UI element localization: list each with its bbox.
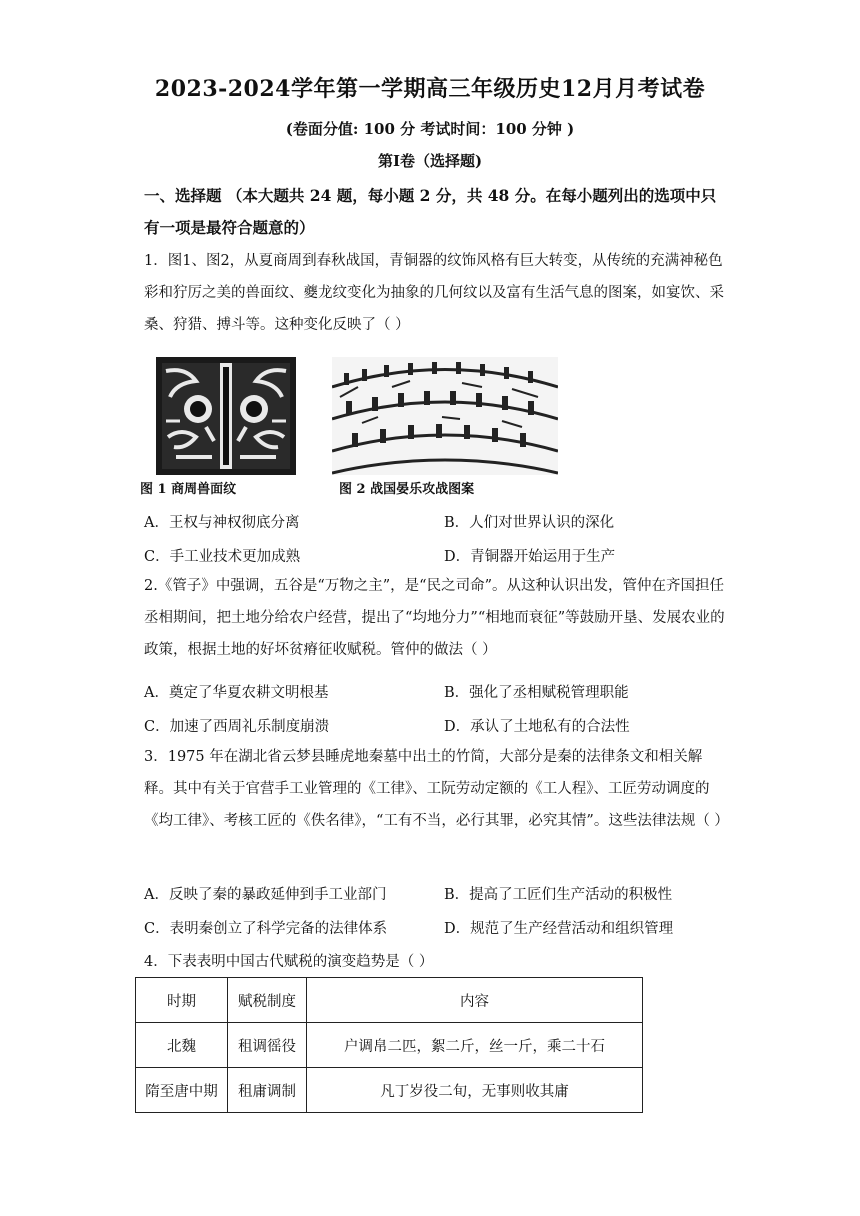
q2-option-b[interactable]: B．强化了丞相赋税管理职能 (444, 685, 629, 701)
tax-system-table (135, 977, 643, 1113)
question-1-stem: 1．图1、图2，从夏商周到春秋战国，青铜器的纹饰风格有巨大转变，从传统的充满神秘色彩和狞厉之美的兽面纹、夔龙纹变化为抽象的几何纹以及富有生活气息的图案，如宴饮、采桑、狩猎、搏斗等。这种变化反映了（ ） (144, 253, 724, 333)
q1-option-a[interactable]: A．王权与神权彻底分离 (144, 515, 300, 531)
q3-option-c[interactable]: C．表明秦创立了科学完备的法律体系 (144, 921, 388, 937)
table-header-cell: 赋税制度 (228, 978, 307, 1023)
exam-info: (卷面分值: 100 分 考试时间：100 分钟 ) (285, 120, 575, 138)
table-row (136, 1068, 643, 1113)
figure-1-beast-face-image (156, 357, 296, 475)
figure-2-banquet-battle-image (332, 357, 558, 475)
question-4-stem: 4．下表表明中国古代赋税的演变趋势是（ ） (144, 954, 434, 970)
q2-option-c[interactable]: C．加速了西周礼乐制度崩溃 (144, 719, 330, 735)
table-header-cell: 时期 (136, 978, 228, 1023)
section-intro: 一、选择题 （本大题共 24 题，每小题 2 分，共 48 分。在每小题列出的选项中只有一项是最符合题意的） (144, 186, 717, 237)
table-header-row (136, 978, 643, 1023)
table-cell: 北魏 (136, 1023, 228, 1068)
q2-option-d[interactable]: D．承认了土地私有的合法性 (444, 719, 630, 735)
figure-2-caption: 图 2 战国晏乐攻战图案 (339, 482, 475, 497)
table-cell: 租庸调制 (228, 1068, 307, 1113)
q2-option-a[interactable]: A．奠定了华夏农耕文明根基 (144, 685, 329, 701)
table-cell: 凡丁岁役二旬，无事则收其庸 (307, 1068, 643, 1113)
q3-option-a[interactable]: A．反映了秦的暴政延伸到手工业部门 (144, 887, 387, 903)
volume-title: 第Ⅰ卷（选择题) (377, 152, 483, 170)
question-2-stem: 2.《管子》中强调，五谷是“万物之主”，是“民之司命”。从这种认识出发，管仲在齐国担任丞相期间，把土地分给农户经营，提出了“均地分力”“相地而衰征”等鼓励开垦、发展农业的政策，根据土地的好坏贫瘠征收赋税。管仲的做法（ ） (144, 578, 725, 658)
question-3-stem: 3．1975 年在湖北省云梦县睡虎地秦墓中出土的竹简，大部分是秦的法律条文和相关解释。其中有关于官营手工业管理的《工律》、工阮劳动定额的《工人程》、工匠劳动调度的《均工律》、考核工匠的《佚名律》，“工有不当，必行其罪，必究其情”。这些法律法规（ ） (144, 749, 729, 829)
figure-1-caption: 图 1 商周兽面纹 (140, 482, 237, 497)
q3-option-d[interactable]: D．规范了生产经营活动和组织管理 (444, 921, 674, 937)
q1-option-d[interactable]: D．青铜器开始运用于生产 (444, 549, 616, 565)
q1-option-b[interactable]: B．人们对世界认识的深化 (444, 515, 615, 531)
table-cell: 租调徭役 (228, 1023, 307, 1068)
table-cell: 隋至唐中期 (136, 1068, 228, 1113)
table-header-cell: 内容 (307, 978, 643, 1023)
table-cell: 户调帛二匹，絮二斤，丝一斤，乘二十石 (307, 1023, 643, 1068)
table-row (136, 1023, 643, 1068)
q1-option-c[interactable]: C．手工业技术更加成熟 (144, 549, 301, 565)
page-title: 2023-2024学年第一学期高三年级历史12月月考试卷 (154, 76, 706, 102)
q3-option-b[interactable]: B．提高了工匠们生产活动的积极性 (444, 887, 673, 903)
